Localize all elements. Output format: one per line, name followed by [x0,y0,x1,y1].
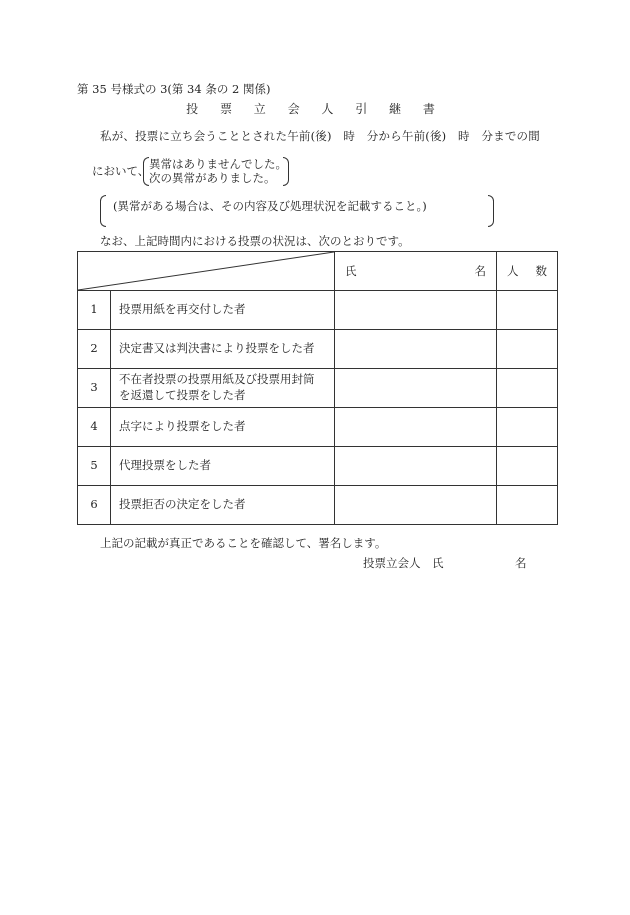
header-name-first: 氏 [345,264,357,278]
row-label-multiline [111,369,335,408]
intro-continuation: において、 [92,164,150,178]
name-entry-cell[interactable] [335,330,497,369]
voting-status-table [77,251,558,525]
row-number: 4 [78,408,111,447]
row-label-line2: を返還して投票をした者 [119,388,246,402]
table-row [78,486,558,525]
header-name-second: 名 [474,264,486,278]
row-label: 決定書又は判決書により投票をした者 [111,330,335,369]
count-entry-cell[interactable] [497,447,558,486]
row-number: 6 [78,486,111,525]
header-count-cell [497,252,558,291]
signature-label: 投票立会人 氏 [363,556,444,570]
row-number: 5 [78,447,111,486]
name-entry-cell[interactable] [335,408,497,447]
status-choice-bracket [143,157,289,185]
name-entry-cell[interactable] [335,486,497,525]
count-entry-cell[interactable] [497,408,558,447]
row-label: 点字により投票をした者 [111,408,335,447]
form-number-label: 第 35 号様式の 3(第 34 条の 2 関係) [77,82,271,96]
signature-label-end: 名 [515,556,527,570]
header-count-first: 人 [507,264,519,278]
right-bracket [488,195,494,227]
row-number: 1 [78,291,111,330]
table-row [78,369,558,408]
intro-sentence: 私が、投票に立ち会うこととされた午前(後) 時 分から午前(後) 時 分までの間 [100,129,540,143]
left-bracket [100,195,106,227]
name-entry-cell[interactable] [335,447,497,486]
row-label: 投票拒否の決定をした者 [111,486,335,525]
header-name-cell [335,252,497,291]
count-entry-cell[interactable] [497,330,558,369]
header-count-second: 数 [535,264,547,278]
table-header-row [78,252,558,291]
header-diagonal-cell [78,252,335,291]
anomaly-note-text: (異常がある場合は、その内容及び処理状況を記載すること。) [113,199,427,213]
table-row [78,447,558,486]
count-entry-cell[interactable] [497,291,558,330]
count-entry-cell[interactable] [497,486,558,525]
name-entry-cell[interactable] [335,369,497,408]
row-label: 投票用紙を再交付した者 [111,291,335,330]
document-title: 投 票 立 会 人 引 継 書 [186,102,444,116]
diagonal-line [78,252,334,290]
status-intro: なお、上記時間内における投票の状況は、次のとおりです。 [100,234,410,248]
count-entry-cell[interactable] [497,369,558,408]
row-number: 2 [78,330,111,369]
name-entry-cell[interactable] [335,291,497,330]
row-label: 代理投票をした者 [111,447,335,486]
confirmation-statement: 上記の記載が真正であることを確認して、署名します。 [100,536,387,550]
row-label-line1: 不在者投票の投票用紙及び投票用封筒 [119,372,315,387]
row-number: 3 [78,369,111,408]
choice-no-anomaly: 異常はありませんでした。 [149,157,287,171]
table-row [78,291,558,330]
right-bracket [283,157,289,186]
choice-anomaly: 次の異常がありました。 [149,171,276,185]
anomaly-note-box [100,195,494,226]
table-row [78,330,558,369]
table-row [78,408,558,447]
